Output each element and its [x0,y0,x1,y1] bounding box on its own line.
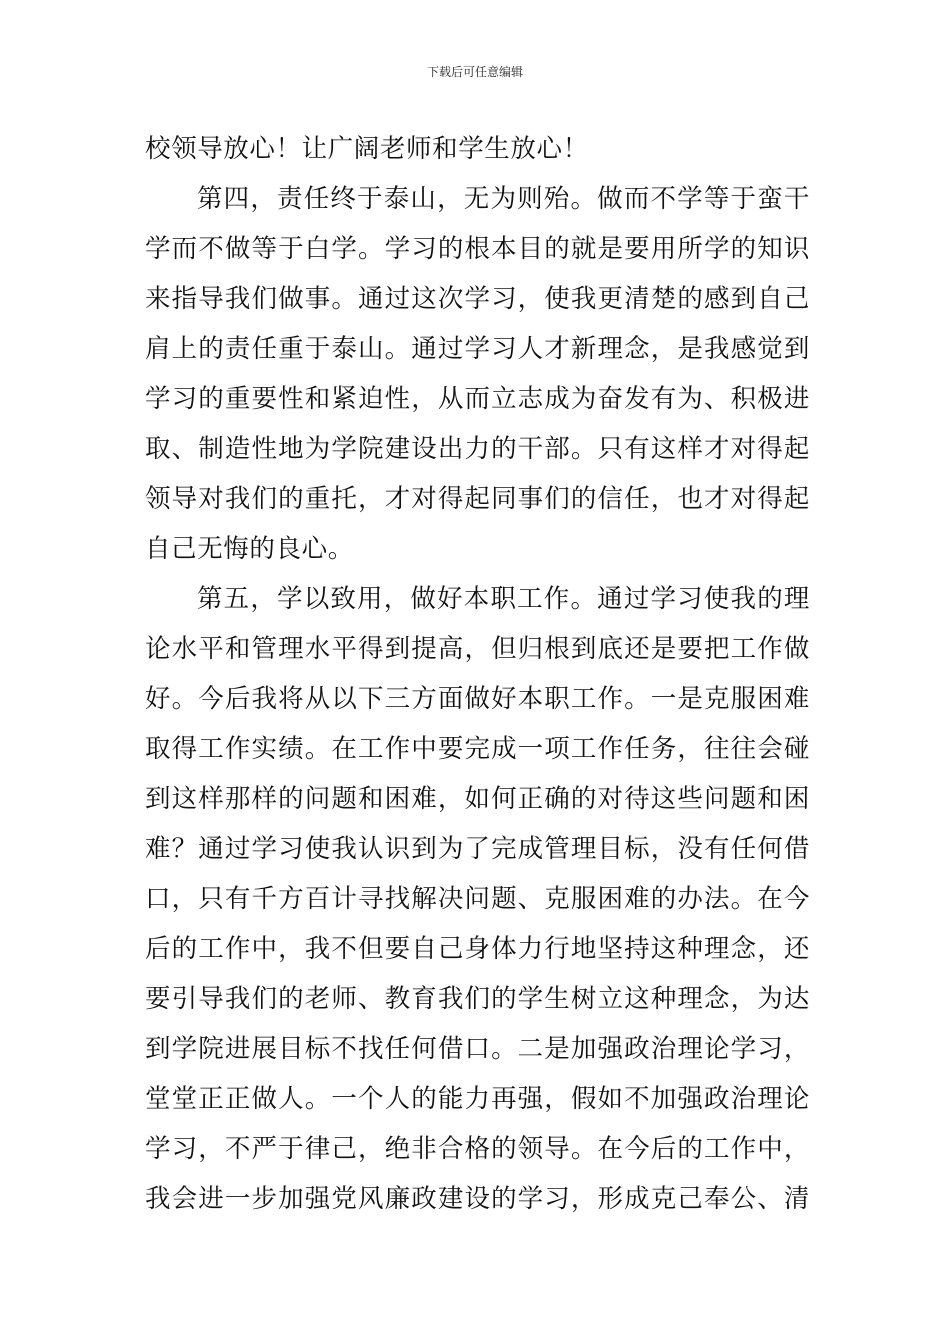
text-line: 自己无悔的良心。 [145,534,354,564]
text-line: 我会进一步加强党风廉政建设的学习，形成克己奉公、清 [145,1184,810,1214]
text-line: 好。今后我将从以下三方面做好本职工作。一是克服困难 [145,684,810,714]
text-line: 到学院进展目标不找任何借口。二是加强政治理论学习， [145,1034,810,1064]
text-line: 后的工作中，我不但要自己身体力行地坚持这种理念，还 [145,934,810,964]
text-line: 到这样那样的问题和困难，如何正确的对待这些问题和困 [145,784,810,814]
text-line: 学而不做等于白学。学习的根本目的就是要用所学的知识 [145,234,810,264]
text-line: 取、制造性地为学院建设出力的干部。只有这样才对得起 [145,434,810,464]
text-line: 学习的重要性和紧迫性，从而立志成为奋发有为、积极进 [145,384,810,414]
text-line: 校领导放心！让广阔老师和学生放心！ [145,134,589,164]
text-line: 第五，学以致用，做好本职工作。通过学习使我的理 [197,584,810,614]
text-line: 来指导我们做事。通过这次学习，使我更清楚的感到自己 [145,284,810,314]
text-line: 论水平和管理水平得到提高，但归根到底还是要把工作做 [145,634,810,664]
page-header: 下载后可任意编辑 [426,65,523,79]
text-line: 领导对我们的重托，才对得起同事们的信任，也才对得起 [145,484,810,514]
text-line: 堂堂正正做人。一个人的能力再强，假如不加强政治理论 [145,1084,810,1114]
text-line: 要引导我们的老师、教育我们的学生树立这种理念，为达 [145,984,810,1014]
text-line: 学习，不严于律己，绝非合格的领导。在今后的工作中， [145,1134,810,1164]
text-line: 口，只有千方百计寻找解决问题、克服困难的办法。在今 [145,884,810,914]
document-body [145,124,810,1224]
text-line: 肩上的责任重于泰山。通过学习人才新理念，是我感觉到 [145,334,810,364]
text-line: 第四，责任终于泰山，无为则殆。做而不学等于蛮干 [197,184,810,214]
text-line: 取得工作实绩。在工作中要完成一项工作任务，往往会碰 [145,734,810,764]
text-line: 难？通过学习使我认识到为了完成管理目标，没有任何借 [145,834,810,864]
